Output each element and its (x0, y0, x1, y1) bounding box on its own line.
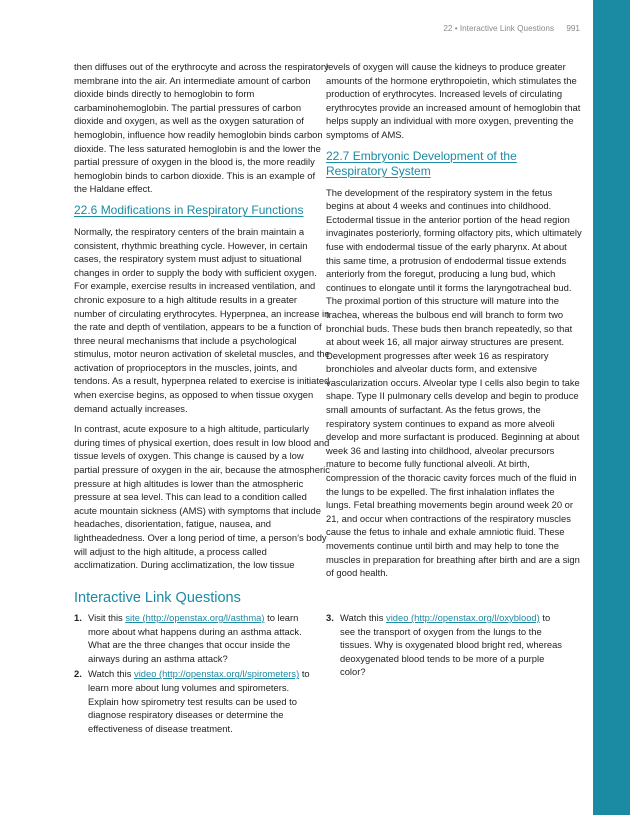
question-3: 3. Watch this video (http://openstax.org/l/oxyblood) to see the transport of oxygen from the lungs to the tissues. Why is oxygenated blood bright red, whereas deoxygenated blood tends to be more of a purple color? (326, 612, 562, 678)
question-number: 1. (74, 612, 82, 623)
questions-right (326, 611, 566, 681)
paragraph-erythropoietin: levels of oxygen will cause the kidneys to produce greater amounts of the hormone erythropoietin, which stimulates the production of erythrocytes. Increased levels of circulating erythrocytes provide an increased amount of hemoglobin that helps supply an individual with more oxygen, preventing the symptoms of AMS. (326, 61, 581, 140)
question-1: 1. Visit this site (http://openstax.org/l/asthma) to learn more about what happens during an asthma attack. What are the three changes that occur inside the airways during an asthma attack? (74, 612, 302, 664)
question-number: 2. (74, 668, 82, 680)
question-number: 3. (326, 612, 334, 623)
left-column (74, 60, 330, 579)
right-column (326, 60, 582, 587)
paragraph-altitude: In contrast, acute exposure to a high altitude, particularly during times of physical exertion, does result in low blood and tissue levels of oxygen. This change is caused by a low partial pressure of oxygen in the air, because the atmospheric pressure at high altitudes is lower than the atmospheric pressure at sea level. This can lead to a condition called acute mountain sickness (AMS) with symptoms that include headaches, disorientation, fatigue, nausea, and lightheadedness. Over a long period of time, a person’s body will adjust to the high altitude, a process called acclimatization. During acclimatization, the low tissue (74, 423, 330, 571)
questions-left (74, 611, 314, 737)
paragraph-haldane: then diffuses out of the erythrocyte and across the respiratory membrane into the air. An intermediate amount of carbon dioxide binds directly to hemoglobin to form carbaminohemoglobin. The partial pressures of carbon dioxide and oxygen, as well as the oxygen saturation of hemoglobin, influence how readily hemoglobin binds carbon dioxide. The less saturated hemoglobin is and the lower the partial pressure of oxygen in the blood is, the more readily hemoglobin binds to carbon dioxide. This is an example of the Haldane effect. (74, 61, 329, 195)
asthma-link[interactable]: site (http://openstax.org/l/asthma) (125, 612, 265, 623)
paragraph-embryonic: The development of the respiratory system in the fetus begins at about 4 weeks and continues into childhood. Ectodermal tissue in the anterior portion of the head region invaginates posteriorly, forming olfactory pits, which ultimately fuse with endodermal tissue of the early pharynx. At about this same time, a protrusion of endodermal tissue extends anteriorly from the foregut, producing a lung bud, which continues to elongate until it forms the laryngotracheal bud. The proximal portion of this structure will mature into the trachea, whereas the bulbous end will branch to form two bronchial buds. These buds then branch repeatedly, so that at about week 16, all major airway structures are present. Development progresses after week 16 as respiratory bronchioles and alveolar ducts form, and extensive vascularization occurs. Alveolar type I cells also begin to take shape. Type II pulmonary cells develop and begin to produce small amounts of surfactant. As the fetus grows, the respiratory system continues to expand as more alveoli develop and more surfactant is produced. Beginning at about week 36 and lasting into childhood, alveolar precursors mature to become fully functional alveoli. At birth, compression of the thoracic cavity forces much of the fluid in the lungs to be expelled. The first inhalation inflates the lungs. Fetal breathing movements begin around week 20 or 21, and occur when contractions of the respiratory muscles cause the fetus to inhale and exhale amniotic fluid. These movements continue until birth and may help to tone the muscles in preparation for breathing after birth and are a sign of good health. (326, 186, 582, 579)
running-header (380, 24, 580, 33)
page-number: 991 (566, 24, 580, 33)
chapter-label: 22 • Interactive Link Questions (443, 24, 555, 33)
section-heading-22-7[interactable]: 22.7 Embryonic Development of the Respiratory System (326, 148, 517, 178)
oxyblood-link[interactable]: video (http://openstax.org/l/oxyblood) (386, 612, 540, 623)
interactive-link-questions-title: Interactive Link Questions (74, 590, 241, 606)
paragraph-modifications: Normally, the respiratory centers of the brain maintain a consistent, rhythmic breathing cycle. However, in certain cases, the respiratory system must adjust to situational changes in order to supply the body with sufficient oxygen. For example, exercise results in increased ventilation, and chronic exposure to a high altitude results in a greater number of circulating erythrocytes. Hyperpnea, an increase in the rate and depth of ventilation, appears to be a function of three neural mechanisms that include a psychological stimulus, motor neuron activation of skeletal muscles, and the activation of proprioceptors in the muscles, joints, and tendons. As a result, hyperpnea related to exercise is initiated when exercise begins, as opposed to when tissue oxygen demand actually increases. (74, 225, 330, 414)
spirometers-link[interactable]: video (http://openstax.org/l/spirometers) (134, 668, 300, 680)
question-2: 2. Watch this video (http://openstax.org/l/spirometers) to learn more about lung volumes and spirometers. Explain how spirometry test results can be used to diagnose respiratory diseases or determine the effectiveness of disease treatment. (74, 668, 310, 734)
side-color-bar (593, 0, 630, 815)
section-heading-22-6[interactable]: 22.6 Modifications in Respiratory Functions (74, 202, 304, 217)
